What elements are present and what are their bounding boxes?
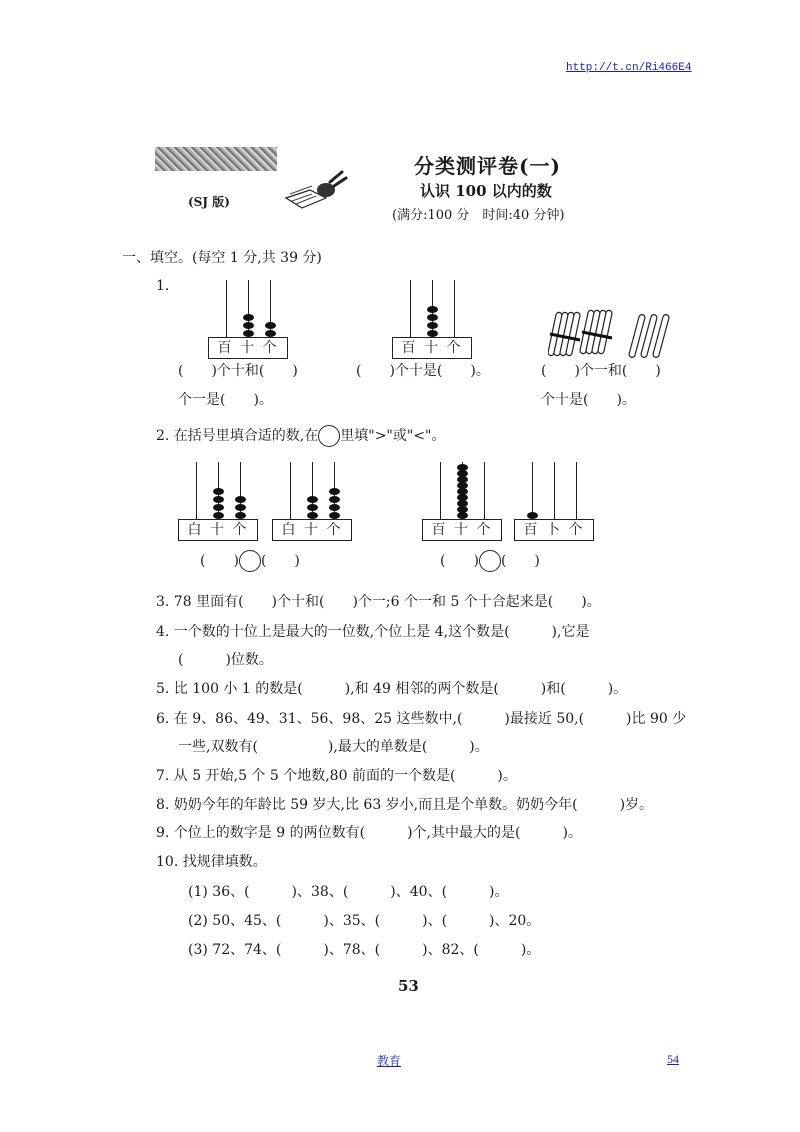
q10-heading: 10. 找规律填数。 xyxy=(156,854,267,870)
abacus-place-label: 百 十 个 xyxy=(392,337,472,359)
compare-circle-icon xyxy=(479,550,501,572)
q4-line1: 4. 一个数的十位上是最大的一位数,个位上是 4,这个数是( ),它是 xyxy=(156,624,590,640)
q1-b-line1: ( )个十是( )。 xyxy=(356,363,490,379)
q5-text: 5. 比 100 小 1 的数是( ),和 49 相邻的两个数是( )和( )。 xyxy=(156,681,628,697)
abacus-2d xyxy=(514,462,594,542)
edition-label: (SJ 版) xyxy=(188,195,230,209)
footer-page-number[interactable]: 54 xyxy=(667,1052,679,1066)
q1-a-line2: 个一是( )。 xyxy=(178,392,273,408)
page-subtitle: 认识 100 以内的数 xyxy=(420,182,552,200)
abacus-2c xyxy=(422,462,502,542)
decorative-banner xyxy=(155,147,277,171)
abacus-place-label: 百 十 个 xyxy=(422,519,502,541)
abacus-place-label: 白 十 个 xyxy=(272,519,352,541)
stick-bundles-icon xyxy=(548,306,678,362)
blank: ( ) xyxy=(200,553,239,569)
q1-c-line2: 个十是( )。 xyxy=(541,392,636,408)
section-heading: 一、填空。(每空 1 分,共 39 分) xyxy=(122,250,322,266)
page-number: 53 xyxy=(398,977,419,995)
q1-number: 1. xyxy=(156,278,170,294)
blank: ( ) xyxy=(500,553,540,569)
q1-c-line1: ( )个一和( ) xyxy=(541,363,661,379)
blank: ( ) xyxy=(260,553,300,569)
footer-link[interactable]: 教育 xyxy=(377,1054,402,1068)
q4-line2: ( )位数。 xyxy=(178,652,273,668)
blank: ( ) xyxy=(440,553,479,569)
q2-text xyxy=(156,425,445,447)
q6-line2: 一些,双数有( ),最大的单数是( )。 xyxy=(178,739,489,755)
abacus-2a xyxy=(178,462,258,542)
q9-text: 9. 个位上的数字是 9 的两位数有( )个,其中最大的是( )。 xyxy=(156,825,582,841)
q2-left-compare xyxy=(200,550,300,572)
q10-item-2: (2) 50、45、( )、35、( )、( )、20。 xyxy=(188,913,541,929)
compare-circle-icon xyxy=(239,550,261,572)
header-link[interactable]: http://t.cn/Ri466E4 xyxy=(566,62,692,74)
q6-line1: 6. 在 9、86、49、31、56、98、25 这些数中,( )最接近 50,( )比 90 少 xyxy=(156,711,687,727)
abacus-place-label: 白 十 个 xyxy=(178,519,258,541)
q10-item-3: (3) 72、74、( )、78、( )、82、( )。 xyxy=(188,942,541,958)
score-time-info: (满分:100 分 时间:40 分钟) xyxy=(392,208,565,223)
q2-text-before: 2. 在括号里填合适的数,在 xyxy=(156,428,319,444)
q1-a-line1: ( )个十和( ) xyxy=(178,363,298,379)
q8-text: 8. 奶奶今年的年龄比 59 岁大,比 63 岁小,而且是个单数。奶奶今年( )岁。 xyxy=(156,797,654,813)
page-title: 分类测评卷(一) xyxy=(414,154,561,178)
abacus-place-label: 百 卜 个 xyxy=(514,519,594,541)
q10-item-1: (1) 36、( )、38、( )、40、( )。 xyxy=(188,884,509,900)
abacus-1b xyxy=(392,280,472,360)
q2-right-compare xyxy=(440,550,540,572)
q2-text-after: 里填">"或"<"。 xyxy=(340,428,446,444)
q3-text: 3. 78 里面有( )个十和( )个一;6 个一和 5 个十合起来是( )。 xyxy=(156,594,601,610)
abacus-place-label: 百 十 个 xyxy=(208,337,288,359)
book-illustration-icon xyxy=(282,168,352,212)
q7-text: 7. 从 5 开始,5 个 5 个地数,80 前面的一个数是( )。 xyxy=(156,768,517,784)
abacus-1a xyxy=(208,280,288,360)
abacus-2b xyxy=(272,462,352,542)
compare-circle-icon xyxy=(318,425,340,447)
